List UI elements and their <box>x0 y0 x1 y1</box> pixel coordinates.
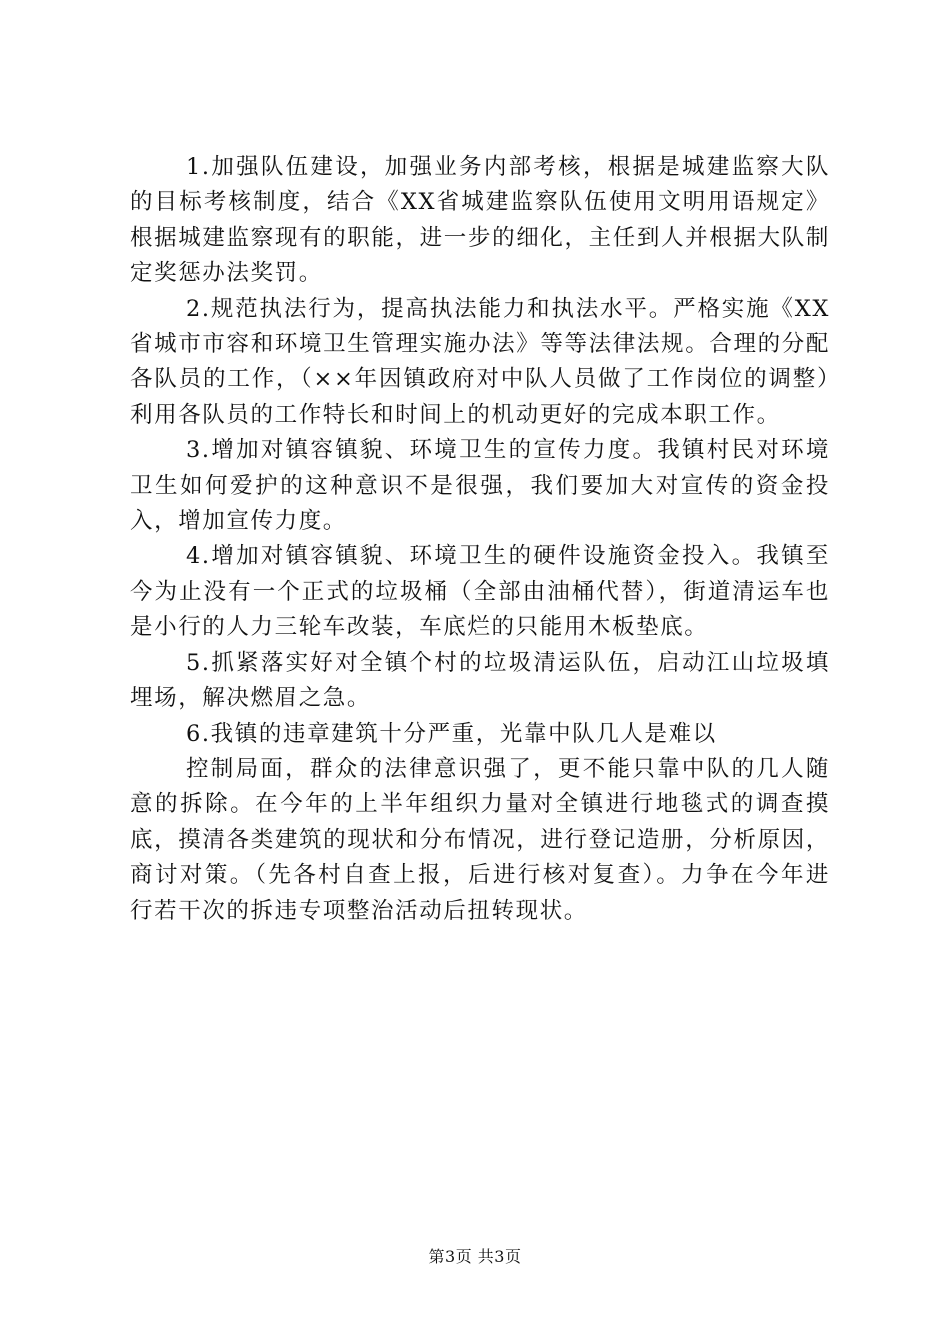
paragraph-7: 控制局面，群众的法律意识强了，更不能只靠中队的几人随意的拆除。在今年的上半年组织力量对全镇进行地毯式的调查摸底，摸清各类建筑的现状和分布情况，进行登记造册，分析原因，商讨对策。（先各村自查上报，后进行核对复查）。力争在今年进行若干次的拆违专项整治活动后扭转现状。 <box>130 755 830 924</box>
paragraph-2: 2.规范执法行为，提高执法能力和执法水平。严格实施《XX省城市市容和环境卫生管理实施办法》等等法律法规。合理的分配各队员的工作，（××年因镇政府对中队人员做了工作岗位的调整）利用各队员的工作特长和时间上的机动更好的完成本职工作。 <box>130 295 830 428</box>
paragraph-5: 5.抓紧落实好对全镇个村的垃圾清运队伍，启动江山垃圾填埋场，解决燃眉之急。 <box>130 649 830 712</box>
paragraph-1: 1.加强队伍建设，加强业务内部考核，根据是城建监察大队的目标考核制度，结合《XX省城建监察队伍使用文明用语规定》根据城建监察现有的职能，进一步的细化，主任到人并根据大队制定奖惩办法奖罚。 <box>130 154 830 287</box>
paragraph-6: 6.我镇的违章建筑十分严重，光靠中队几人是难以 <box>186 720 717 747</box>
document-body <box>130 150 830 929</box>
page-footer: 第3页 共3页 <box>428 1247 522 1266</box>
paragraph-3: 3.增加对镇容镇貌、环境卫生的宣传力度。我镇村民对环境卫生如何爱护的这种意识不是很强，我们要加大对宣传的资金投入，增加宣传力度。 <box>130 437 830 535</box>
paragraph-4: 4.增加对镇容镇貌、环境卫生的硬件设施资金投入。我镇至今为止没有一个正式的垃圾桶（全部由油桶代替），街道清运车也是小行的人力三轮车改装，车底烂的只能用木板垫底。 <box>130 543 830 641</box>
